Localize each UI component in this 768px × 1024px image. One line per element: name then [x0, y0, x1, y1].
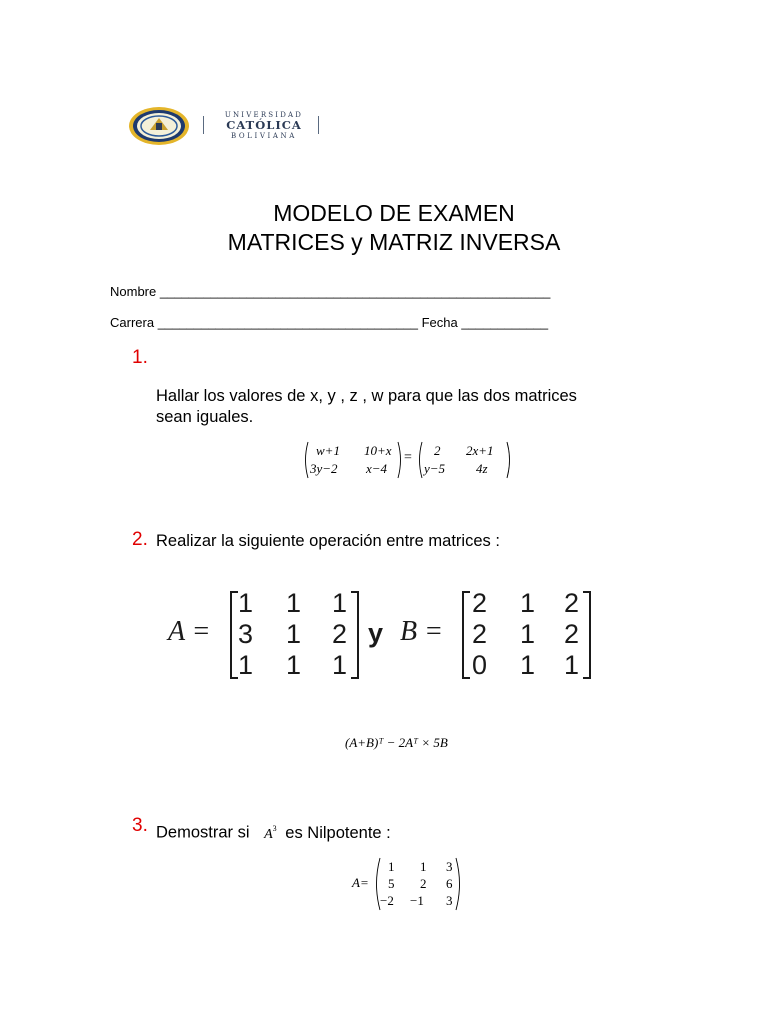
matrix-b-r2c1: 2 [472, 619, 488, 649]
matrix-b-r1c2: 1 [520, 588, 536, 618]
q3-r1c3: 3 [446, 859, 453, 874]
matrix-a-r3c2: 1 [286, 650, 302, 680]
matrix-a-label: A = [168, 616, 211, 647]
q1-equals-sign: = [404, 450, 412, 465]
career-field[interactable]: ____________________________________ [157, 315, 418, 330]
question-1-line-1: Hallar los valores de x, y , z , w para que las dos matrices [156, 387, 577, 405]
q3-r3c3: 3 [446, 893, 453, 908]
logo-line-1: UNIVERSIDAD [224, 111, 304, 119]
question-1-text [156, 386, 577, 428]
university-name [214, 112, 314, 140]
date-label: Fecha [421, 315, 458, 330]
matrix-a-r3c3: 1 [332, 650, 348, 680]
university-seal-icon [128, 106, 190, 146]
exam-title: MODELO DE EXAMEN [273, 200, 515, 226]
q3-r3c1: −2 [380, 893, 394, 908]
matrix-b-r3c2: 1 [520, 650, 536, 680]
q1-left-r2c1: 3y−2 [310, 461, 338, 476]
q3-r1c2: 1 [420, 859, 427, 874]
exam-subtitle: MATRICES y MATRIZ INVERSA [227, 229, 561, 255]
question-3-number: 3. [132, 815, 148, 836]
and-connector: y [368, 618, 384, 648]
matrix-a-r1c2: 1 [286, 588, 302, 618]
matrix-a-r2c1: 3 [238, 619, 254, 649]
matrix-a-r2c2: 1 [286, 619, 302, 649]
name-field[interactable]: ______________________________________________________ [159, 284, 551, 299]
q3-r3c2: −1 [410, 893, 424, 908]
power-exponent: 3 [272, 824, 277, 833]
matrix-a-r1c3: 1 [332, 588, 348, 618]
q1-right-r2c2: 4z [476, 461, 488, 476]
name-row [110, 284, 550, 299]
q1-left-r1c1: w+1 [316, 443, 340, 458]
power-base: A [264, 826, 273, 842]
question-2-expression: (A+B)ᵀ − 2Aᵀ × 5B [345, 735, 448, 750]
q1-right-r2c1: y−5 [424, 461, 446, 476]
question-2-matrices [168, 586, 598, 686]
logo-line-3: BOLIVIANA [231, 131, 297, 140]
matrix-b-r2c2: 1 [520, 619, 536, 649]
question-3-text-after: es Nilpotente : [285, 823, 391, 842]
question-1-number: 1. [132, 347, 148, 368]
q3-r2c2: 2 [420, 876, 427, 891]
q1-left-r2c2: x−4 [366, 461, 388, 476]
q1-left-r1c2: 10+x [364, 443, 392, 458]
date-field[interactable]: ____________ [461, 315, 549, 330]
matrix-b-r1c1: 2 [472, 588, 488, 618]
q1-right-r1c2: 2x+1 [466, 443, 494, 458]
q3-matrix-label: A= [352, 875, 369, 890]
name-label: Nombre [110, 284, 157, 299]
q3-r2c1: 5 [388, 876, 395, 891]
question-1-line-2: sean iguales. [156, 408, 254, 426]
matrix-a-r1c1: 1 [238, 588, 254, 618]
matrix-b-r3c1: 0 [472, 650, 488, 680]
q1-right-r1c1: 2 [434, 443, 441, 458]
logo-line-2: CATÓLICA [226, 118, 302, 132]
career-date-row [110, 315, 548, 330]
question-1-equation [302, 440, 514, 480]
q3-r1c1: 1 [388, 859, 395, 874]
matrix-a-r3c1: 1 [238, 650, 254, 680]
question-3-matrix [352, 856, 464, 912]
matrix-b-r2c3: 2 [564, 619, 580, 649]
matrix-a-r2c3: 2 [332, 619, 348, 649]
career-label: Carrera [110, 315, 155, 330]
question-3-text [156, 818, 391, 845]
question-2-number: 2. [132, 529, 148, 550]
question-3-text-before: Demostrar si [156, 823, 250, 842]
matrix-b-r3c3: 1 [564, 650, 580, 680]
matrix-b-r1c3: 2 [564, 588, 580, 618]
q3-r2c3: 6 [446, 876, 453, 891]
question-2-text: Realizar la siguiente operación entre matrices : [156, 532, 500, 550]
matrix-b-label: B = [400, 616, 443, 647]
